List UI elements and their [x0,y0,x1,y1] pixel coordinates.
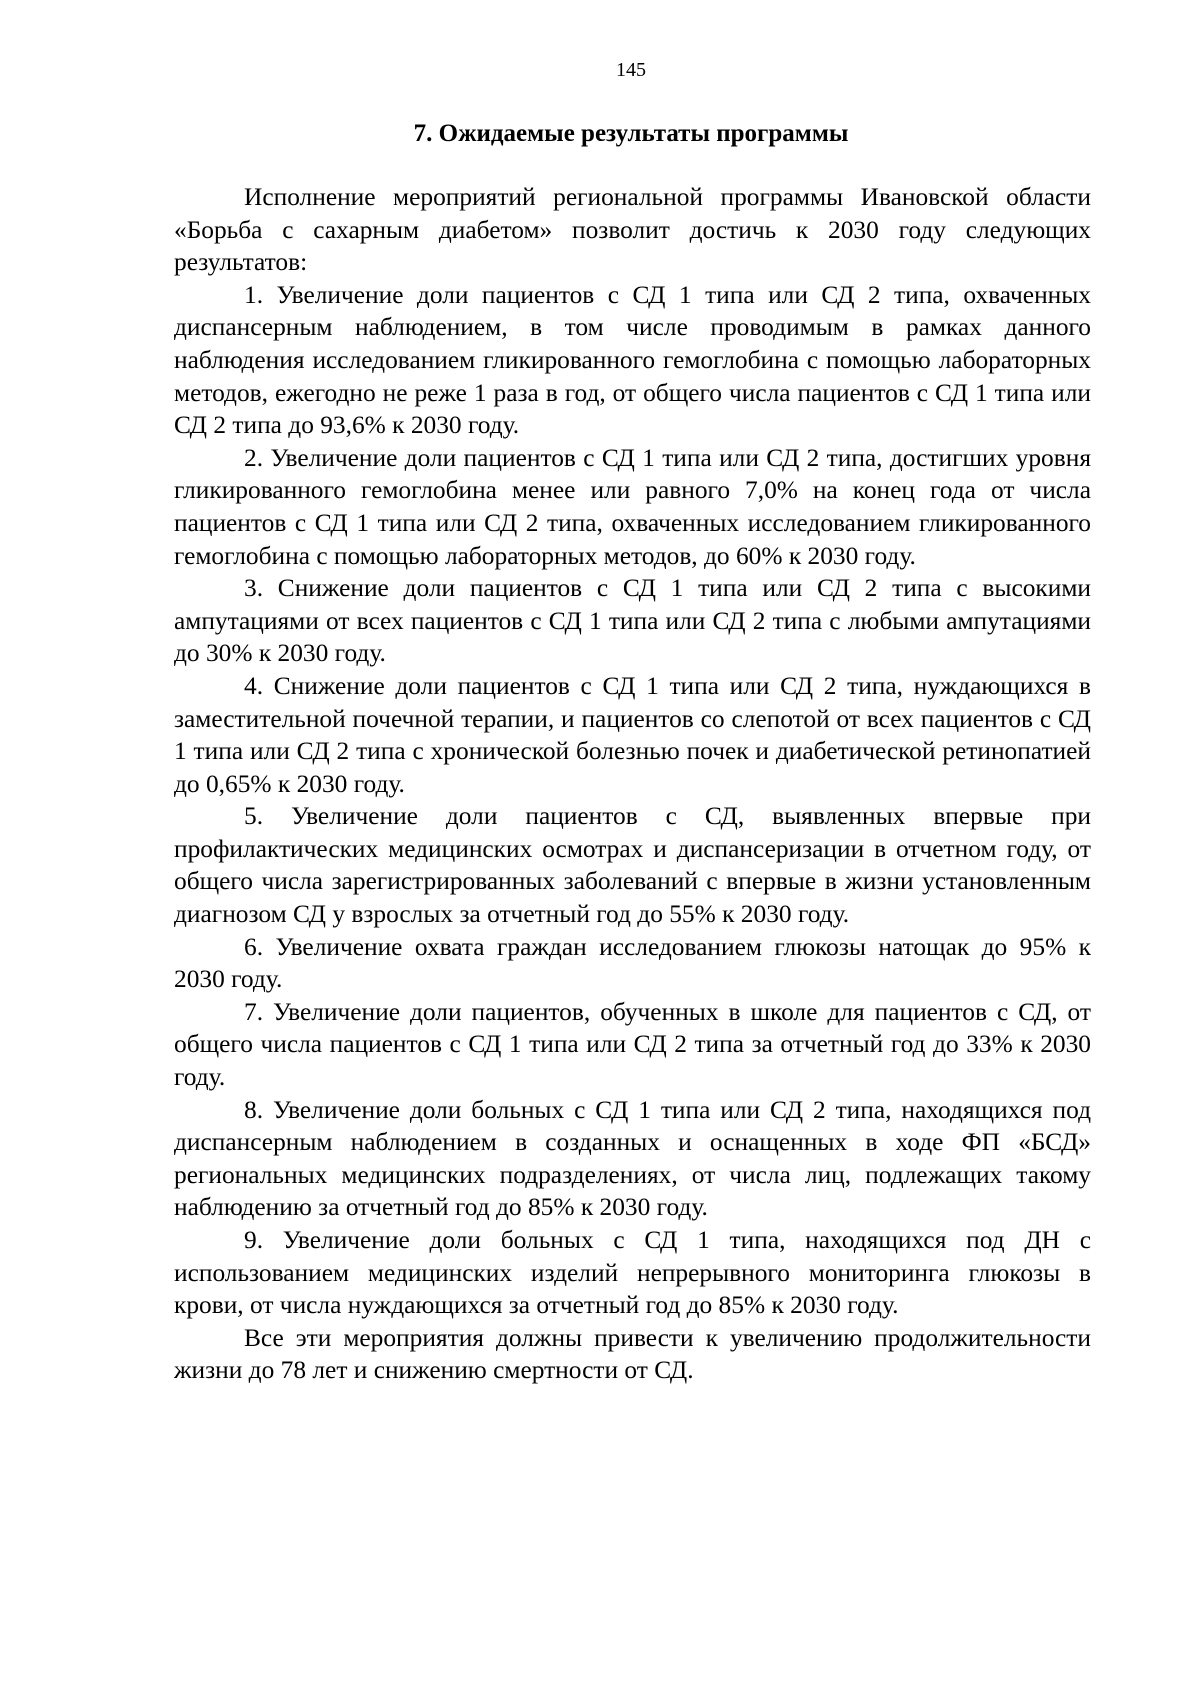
result-item-5: 5. Увеличение доли пациентов с СД, выявленных впервые при профилактических медицинских осмотрах и диспансеризации в отчетном году, от общего числа зарегистрированных заболеваний с впервые в жизни установленным диагнозом СД у взрослых за отчетный год до 55% к 2030 году. [174,802,1091,929]
result-item-1: 1. Увеличение доли пациентов с СД 1 типа или СД 2 типа, охваченных диспансерным наблюдением, в том числе проводимым в рамках данного наблюдения исследованием гликированного гемоглобина с помощью лабораторных методов, ежегодно не реже 1 раза в год, от общего числа пациентов с СД 1 типа или СД 2 типа до 93,6% к 2030 году. [174,280,1091,440]
result-item-4: 4. Снижение доли пациентов с СД 1 типа или СД 2 типа, нуждающихся в заместительной почечной терапии, и пациентов со слепотой от всех пациентов с СД 1 типа или СД 2 типа с хронической болезнью почек и диабетической ретинопатией до 0,65% к 2030 году. [174,671,1091,798]
section-title: 7. Ожидаемые результаты программы [413,120,849,147]
intro-paragraph: Исполнение мероприятий региональной программы Ивановской области «Борьба с сахарным диабетом» позволит достичь к 2030 году следующих результатов: [174,183,1091,277]
result-item-6: 6. Увеличение охвата граждан исследованием глюкозы натощак до 95% к 2030 году. [174,932,1091,994]
result-item-3: 3. Снижение доли пациентов с СД 1 типа или СД 2 типа с высокими ампутациями от всех пациентов с СД 1 типа или СД 2 типа с любыми ампутациями до 30% к 2030 году. [174,574,1091,668]
result-item-8: 8. Увеличение доли больных с СД 1 типа или СД 2 типа, находящихся под диспансерным наблюдением в созданных и оснащенных в ходе ФП «БСД» региональных медицинских подразделениях, от числа лиц, подлежащих такому наблюдению за отчетный год до 85% к 2030 году. [174,1095,1091,1222]
result-item-7: 7. Увеличение доли пациентов, обученных в школе для пациентов с СД, от общего числа пациентов с СД 1 типа или СД 2 типа за отчетный год до 33% к 2030 году. [174,997,1091,1092]
result-item-9: 9. Увеличение доли больных с СД 1 типа, находящихся под ДН с использованием медицинских изделий непрерывного мониторинга глюкозы в крови, от числа нуждающихся за отчетный год до 85% к 2030 году. [174,1226,1091,1320]
page-number: 145 [616,59,646,81]
conclusion-paragraph: Все эти мероприятия должны привести к увеличению продолжительности жизни до 78 лет и снижению смертности от СД. [174,1323,1091,1385]
result-item-2: 2. Увеличение доли пациентов с СД 1 типа или СД 2 типа, достигших уровня гликированного гемоглобина менее или равного 7,0% на конец года от числа пациентов с СД 1 типа или СД 2 типа, охваченных исследованием гликированного гемоглобина с помощью лабораторных методов, до 60% к 2030 году. [174,443,1091,570]
document-body [174,181,1091,1387]
